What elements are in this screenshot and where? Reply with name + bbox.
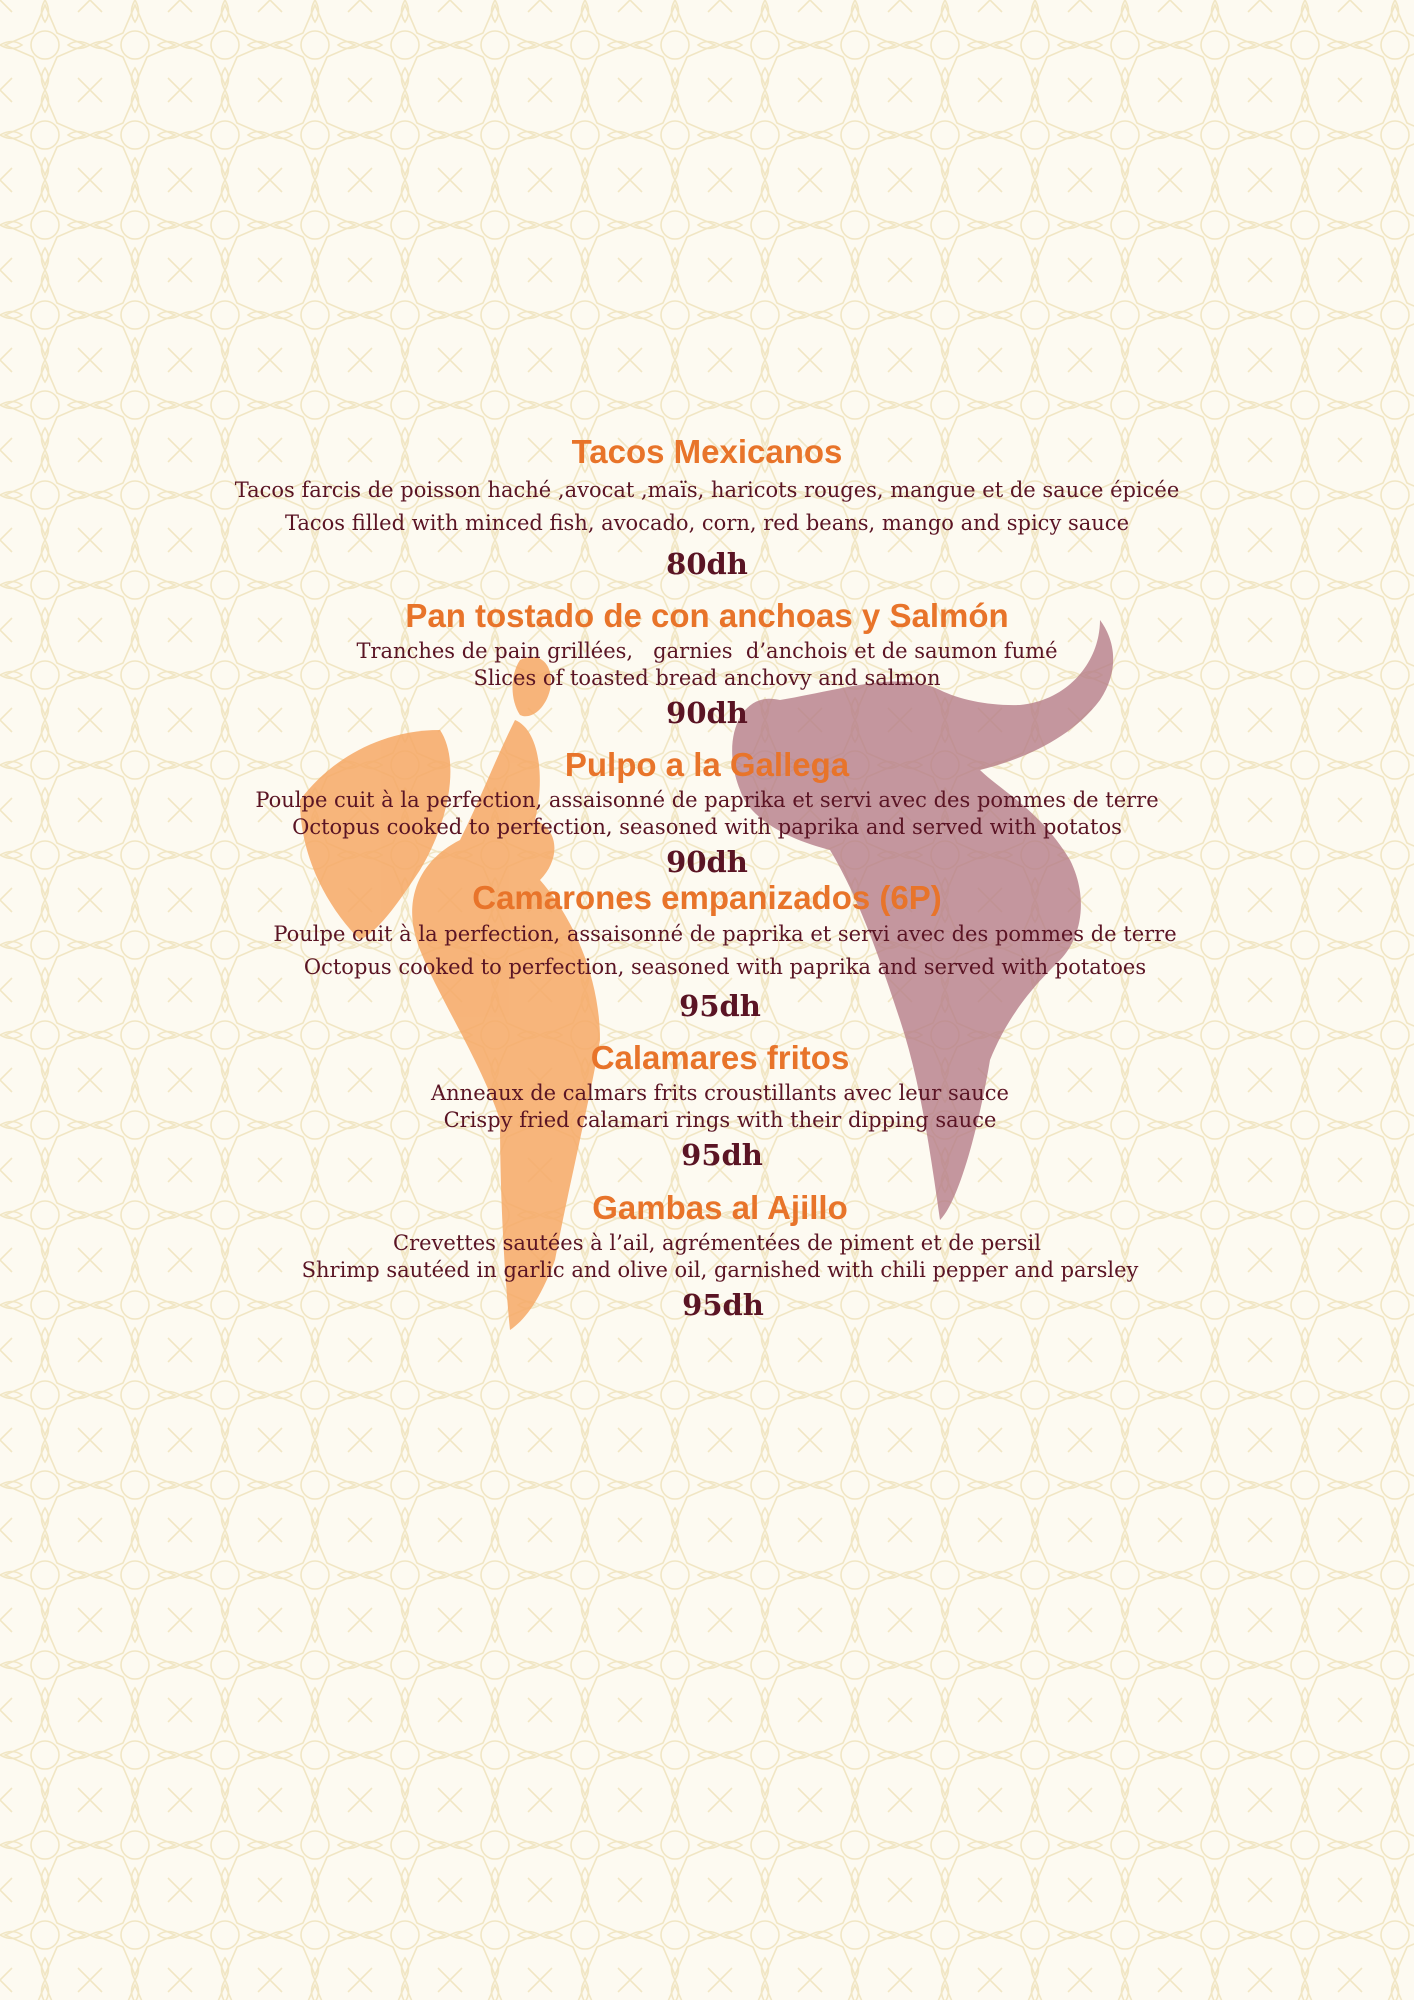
dish-name: Gambas al Ajillo [592, 1189, 848, 1226]
menu-item-pan-tostado [0, 596, 1414, 731]
dish-description-english: Shrimp sautéed in garlic and olive oil, garnished with chili pepper and parsley [301, 1258, 1139, 1282]
dish-price: 95dh [679, 989, 761, 1023]
menu-item-gambas-al-ajillo [0, 1188, 1414, 1323]
menu-item-tacos-mexicanos [0, 432, 1414, 582]
dish-price: 90dh [666, 696, 748, 730]
dish-description-english: Octopus cooked to perfection, seasoned with paprika and served with potatos [292, 815, 1122, 839]
menu-item-pulpo-a-la-gallega [0, 745, 1414, 880]
dish-description-english: Crispy fried calamari rings with their dipping sauce [443, 1108, 997, 1132]
dish-price: 95dh [681, 1138, 763, 1172]
dish-price: 80dh [666, 547, 748, 581]
dish-name: Pan tostado de con anchoas y Salmón [405, 597, 1009, 634]
dish-description-french: Poulpe cuit à la perfection, assaisonné de paprika et servi avec des pommes de terre [273, 922, 1177, 946]
dish-name: Tacos Mexicanos [571, 433, 843, 470]
dish-description-french: Tacos farcis de poisson haché ,avocat ,maïs, haricots rouges, mangue et de sauce épicée [234, 478, 1180, 502]
dish-name: Camarones empanizados (6P) [472, 879, 942, 916]
menu-item-camarones-empanizados [0, 878, 1414, 1024]
dish-description-english: Slices of toasted bread anchovy and salmon [473, 666, 941, 690]
dish-name: Pulpo a la Gallega [564, 746, 850, 783]
menu-item-calamares-fritos [0, 1038, 1414, 1173]
dish-description-french: Tranches de pain grillées, garnies d’anchois et de saumon fumé [356, 639, 1058, 663]
dish-description-french: Crevettes sautées à l’ail, agrémentées de piment et de persil [393, 1231, 1041, 1255]
dish-description-english: Octopus cooked to perfection, seasoned with paprika and served with potatoes [303, 955, 1147, 979]
dish-description-english: Tacos filled with minced fish, avocado, corn, red beans, mango and spicy sauce [284, 511, 1129, 535]
dish-description-french: Anneaux de calmars frits croustillants avec leur sauce [430, 1081, 1009, 1105]
dish-price: 95dh [682, 1288, 764, 1322]
dish-price: 90dh [666, 845, 748, 879]
dish-name: Calamares fritos [590, 1039, 850, 1076]
dish-description-french: Poulpe cuit à la perfection, assaisonné de paprika et servi avec des pommes de terre [255, 788, 1159, 812]
